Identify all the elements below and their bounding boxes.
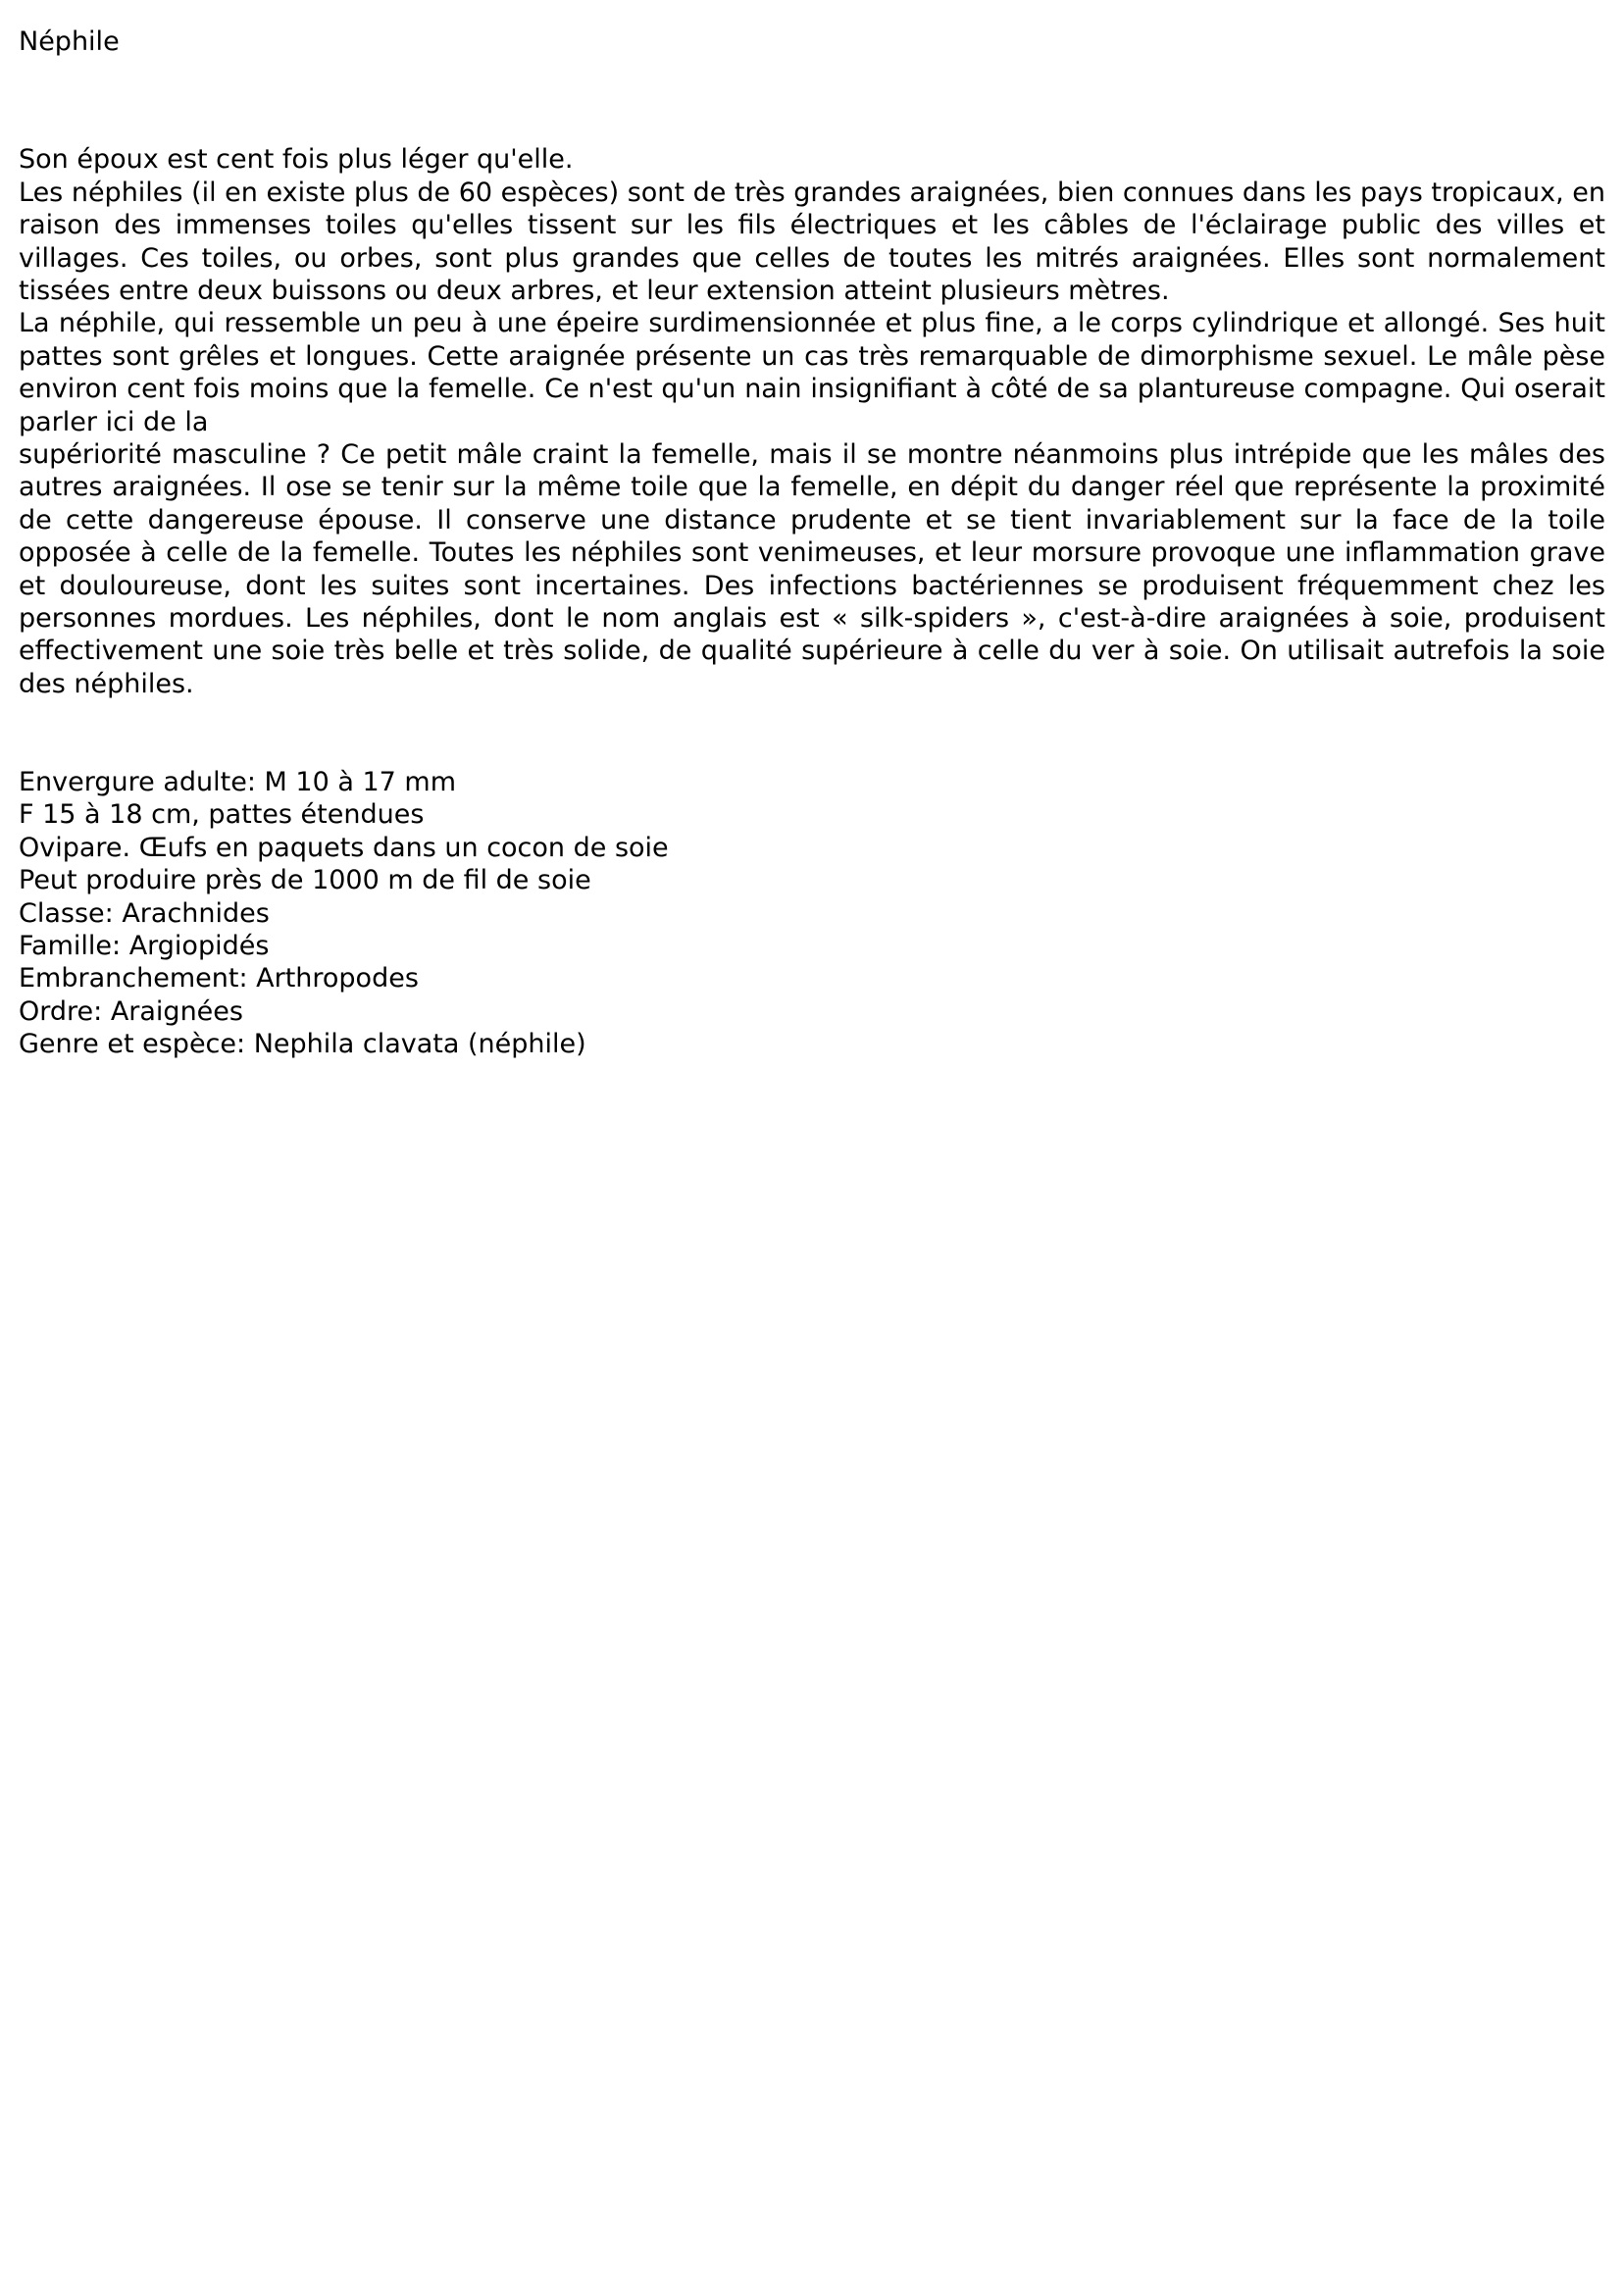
paragraph-description: Les néphiles (il en existe plus de 60 espèces) sont de très grandes araignées, bien connues dans les pays tropicaux, en raison des immenses toiles qu'elles tissent sur les fils électriques et les câbles de l'éclairage public des villes et villages. Ces toiles, ou orbes, sont plus grandes que celles de toutes les mitrés araignées. Elles sont normalement tissées entre deux buissons ou deux arbres, et leur extension atteint plusieurs mètres. bbox=[19, 177, 1605, 307]
fact-class: Classe: Arachnides bbox=[19, 897, 270, 929]
document-page bbox=[19, 25, 1605, 1061]
fact-reproduction: Ovipare. Œufs en paquets dans un cocon de soie bbox=[19, 832, 669, 863]
paragraph-behaviour: supériorité masculine ? Ce petit mâle craint la femelle, mais il se montre néanmoins plus intrépide que les mâles des autres araignées. Il ose se tenir sur la même toile que la femelle, en dépit du danger réel que représente la proximité de cette dangereuse épouse. Il conserve une distance prudente et se tient invariablement sur la face de la toile opposée à celle de la femelle. Toutes les néphiles sont venimeuses, et leur morsure provoque une inflammation grave et douloureuse, dont les suites sont incertaines. Des infections bactériennes se produisent fréquemment chez les personnes mordues. Les néphiles, dont le nom anglais est « silk-spiders », c'est-à-dire araignées à soie, produisent effectivement une soie très belle et très solide, de qualité supérieure à celle du ver à soie. On utilisait autrefois la soie des néphiles. bbox=[19, 439, 1605, 699]
spacer bbox=[19, 58, 1605, 143]
fact-phylum: Embranchement: Arthropodes bbox=[19, 963, 419, 994]
fact-silk: Peut produire près de 1000 m de fil de soie bbox=[19, 865, 591, 896]
fact-wingspan-male: Envergure adulte: M 10 à 17 mm bbox=[19, 767, 457, 798]
fact-order: Ordre: Araignées bbox=[19, 995, 243, 1027]
fact-family: Famille: Argiopidés bbox=[19, 931, 270, 962]
fact-species: Genre et espèce: Nephila clavata (néphile) bbox=[19, 1029, 586, 1060]
intro-sentence: Son époux est cent fois plus léger qu'elle. bbox=[19, 144, 574, 176]
facts-list bbox=[19, 766, 1605, 1061]
fact-wingspan-female: F 15 à 18 cm, pattes étendues bbox=[19, 799, 425, 831]
document-title: Néphile bbox=[19, 26, 120, 57]
paragraph-dimorphism: La néphile, qui ressemble un peu à une épeire surdimensionnée et plus fine, a le corps cylindrique et allongé. Ses huit pattes sont grêles et longues. Cette araignée présente un cas très remarquable de dimorphisme sexuel. Le mâle pèse environ cent fois moins que la femelle. Ce n'est qu'un nain insignifiant à côté de sa plantureuse compagne. Qui oserait parler ici de la bbox=[19, 308, 1605, 437]
spacer bbox=[19, 700, 1605, 766]
